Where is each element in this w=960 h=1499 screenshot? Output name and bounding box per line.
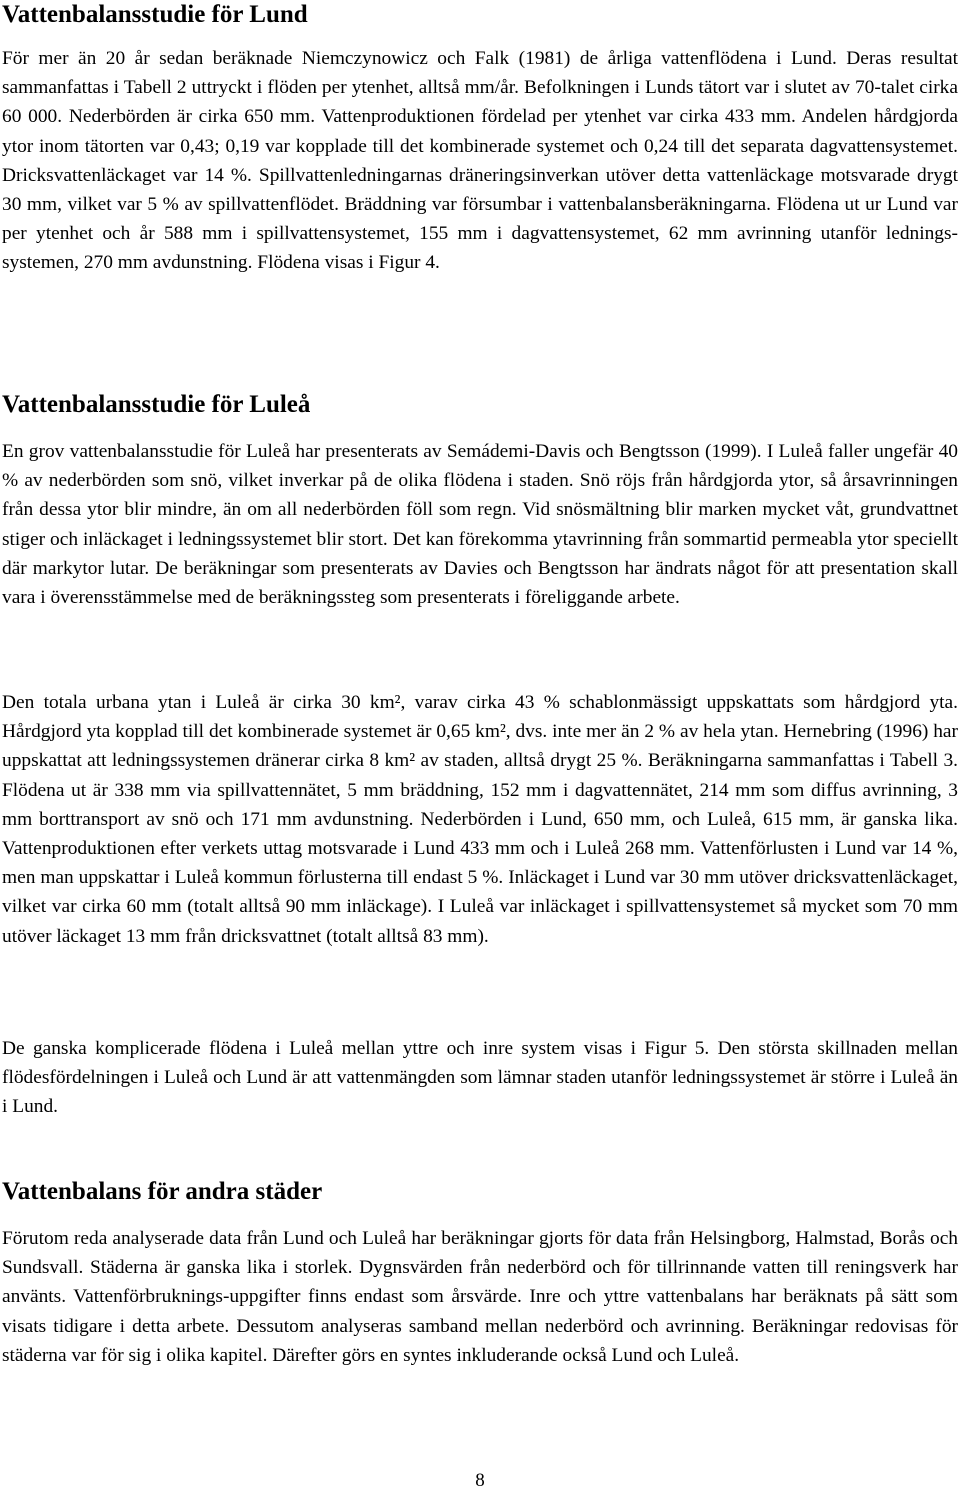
section-heading-lund: Vattenbalansstudie för Lund [2,1,308,28]
section-heading-lulea: Vattenbalansstudie för Luleå [2,391,311,418]
paragraph-lulea-2: Den totala urbana ytan i Luleå är cirka 30 km², varav cirka 43 % schablonmässigt uppskattats som hårdgjord yta. Hårdgjord yta kopplad till det kombinerade systemet är 0,65 km², dvs. inte mer än 2 % av hela ytan. Hernebring (1996) har uppskattat att ledningssystemen dränerar cirka 8 km² av staden, alltså drygt 25 %. Beräkningarna sammanfattas i Tabell 3. Flödena ut är 338 mm via spillvattennätet, 5 mm bräddning, 152 mm i dagvattennätet, 214 mm som diffus avrinning, 3 mm borttransport av snö och 171 mm avdunstning. Nederbörden i Lund, 650 mm, och Luleå, 615 mm, är ganska lika. Vattenproduktionen efter verkets uttag motsvarade i Lund 433 mm och i Luleå 268 mm. Vattenförlusten i Lund var 14 %, men man uppskattar i Luleå kommun förlusterna till endast 5 %. Inläckaget i Lund var 30 mm utöver dricksvattenläckaget, vilket var cirka 60 mm (totalt alltså 90 mm inläckage). I Luleå var inläckaget i spillvattensystemet så mycket som 70 mm utöver läckaget 13 mm från dricksvattnet (totalt alltså 83 mm). [2,692,958,947]
section-heading-other-cities: Vattenbalans för andra städer [2,1178,323,1205]
paragraph-other-cities: Förutom reda analyserade data från Lund och Luleå har beräkningar gjorts för data från Helsingborg, Halmstad, Borås och Sundsvall. Städerna är ganska lika i storlek. Dygnsvärden från nederbörd och för tillrinnande vatten till reningsverk har använts. Vattenförbruknings-uppgifter finns endast som årsvärde. Inre och yttre vattenbalans har beräknats på sätt som visats tidigare i detta arbete. Dessutom analyseras samband mellan nederbörd och avrinning. Beräkningar redovisas för städerna var för sig i olika kapitel. Därefter görs en syntes inkluderande också Lund och Luleå. [2,1228,958,1366]
paragraph-lulea-1: En grov vattenbalansstudie för Luleå har presenterats av Semádemi-Davis och Bengtsson (1999). I Luleå faller ungefär 40 % av nederbörden som snö, vilket inverkar på de olika flödena i staden. Snö röjs från hårdgjorda ytor, så årsavrinningen från dessa ytor blir mindre, än om all nederbörden föll som regn. Vid snösmältning blir marken mycket våt, grundvattnet stiger och inläckaget i ledningssystemet blir stort. Det kan förekomma ytavrinning från sommartid permeabla ytor speciellt där markytor lutar. De beräkningar som presenterats av Davies och Bengtsson har ändrats något för att presentation skall vara i överensstämmelse med de beräkningssteg som presenterats i föreliggande arbete. [2,441,958,609]
page-number: 8 [475,1470,485,1491]
paragraph-lund: För mer än 20 år sedan beräknade Niemczynowicz och Falk (1981) de årliga vattenflödena i Lund. Deras resultat sammanfattas i Tabell 2 uttryckt i flöden per ytenhet, alltså mm/år. Befolkningen i Lunds tätort var i slutet av 70-talet cirka 60 000. Nederbörden är cirka 650 mm. Vattenproduktionen fördelad per ytenhet var cirka 433 mm. Andelen hårdgjorda ytor inom tätorten var 0,43; 0,19 var kopplade till det kombinerade systemet och 0,24 till det separata dagvattensystemet. Dricksvattenläckaget var 14 %. Spillvattenledningarnas dräneringsinverkan utöver detta vattenläckage motsvarade drygt 30 mm, vilket var 5 % av spillvattenflödet. Bräddning var försumbar i vattenbalansberäkningarna. Flödena ut ur Lund var per ytenhet och år 588 mm i spillvattensystemet, 155 mm i dagvattensystemet, 62 mm avrinning utanför lednings-systemen, 270 mm avdunstning. Flödena visas i Figur 4. [2,48,958,274]
paragraph-lulea-3: De ganska komplicerade flödena i Luleå mellan yttre och inre system visas i Figur 5. Den största skillnaden mellan flödesfördelningen i Luleå och Lund är att vattenmängden som lämnar staden utanför ledningssystemet är större i Luleå än i Lund. [2,1038,958,1118]
